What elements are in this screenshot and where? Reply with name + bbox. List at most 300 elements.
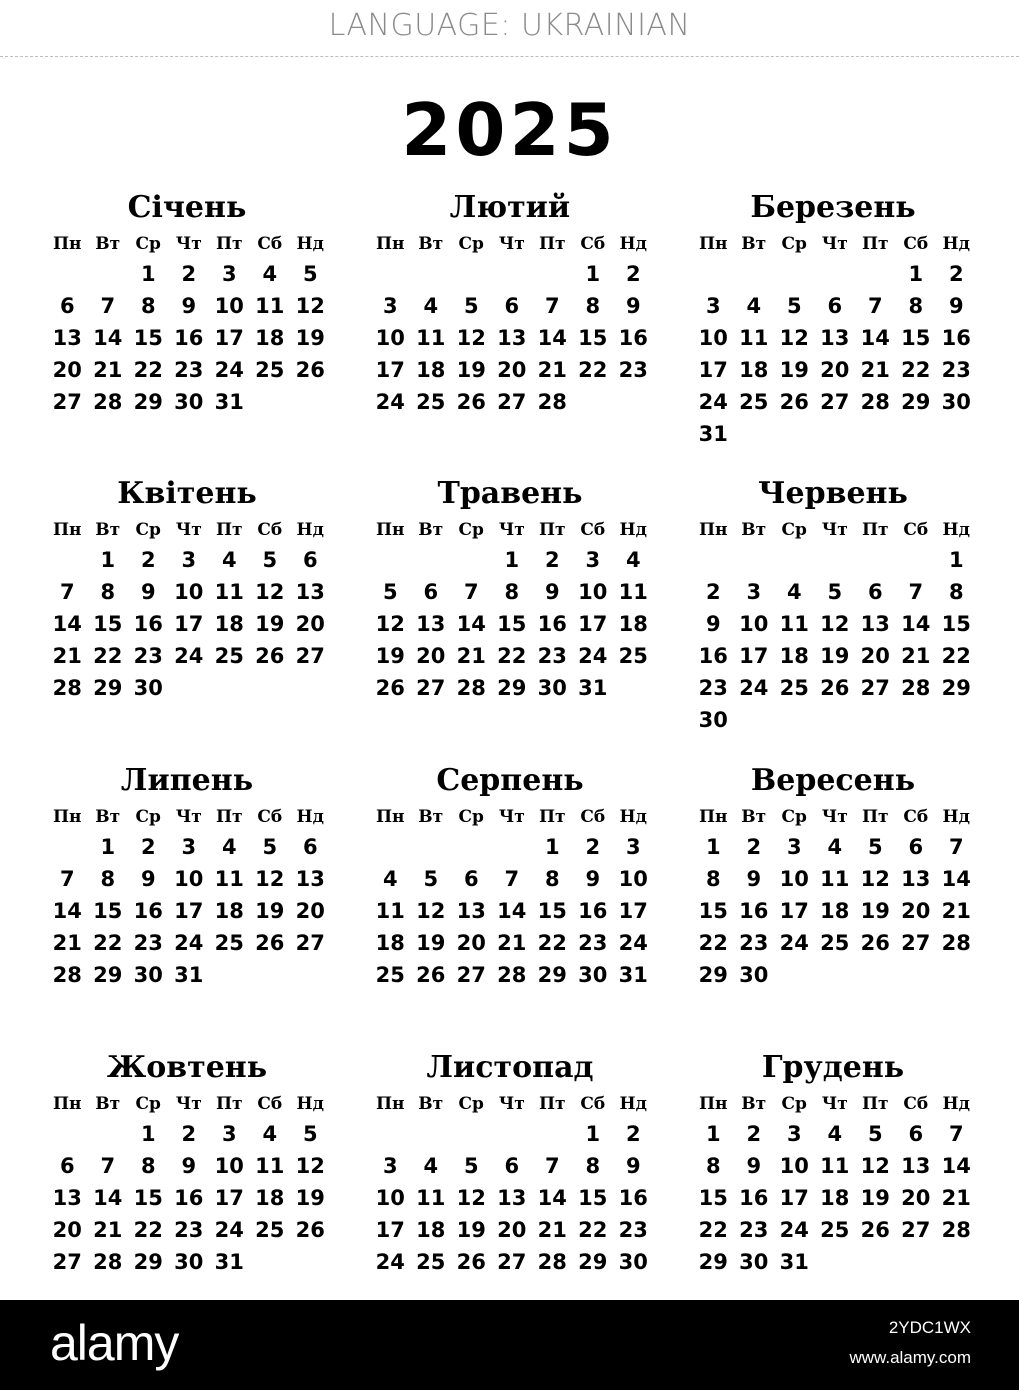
day-number: 18 <box>375 931 405 955</box>
day-number: 14 <box>456 612 486 636</box>
day-number: 9 <box>181 1154 197 1178</box>
weekday-label: Пт <box>538 1094 566 1114</box>
day-number: 13 <box>295 580 325 604</box>
day-number: 7 <box>948 835 964 859</box>
weekday-label: Ср <box>781 520 807 540</box>
weekday-label: Вт <box>741 520 767 540</box>
day-number: 26 <box>456 390 486 414</box>
day-number: 5 <box>463 1154 479 1178</box>
month-title: Червень <box>758 476 908 511</box>
month-title: Листопад <box>426 1050 594 1085</box>
day-number: 26 <box>860 1218 890 1242</box>
weekday-label: Нд <box>619 807 647 827</box>
day-number: 16 <box>537 612 567 636</box>
weekday-label: Нд <box>942 807 970 827</box>
weekday-label: Ср <box>458 234 484 254</box>
day-number: 17 <box>618 899 648 923</box>
day-number: 14 <box>93 1186 123 1210</box>
weekday-label: Пт <box>215 1094 243 1114</box>
day-number: 28 <box>93 1250 123 1274</box>
day-number: 30 <box>174 390 204 414</box>
day-number: 5 <box>302 1122 318 1146</box>
day-number: 11 <box>375 899 405 923</box>
day-number: 26 <box>456 1250 486 1274</box>
day-number: 4 <box>827 835 843 859</box>
weekday-header <box>370 230 660 258</box>
day-number: 2 <box>705 580 721 604</box>
day-number: 8 <box>100 580 116 604</box>
day-number: 30 <box>537 676 567 700</box>
day-number: 5 <box>867 835 883 859</box>
day-number: 7 <box>59 580 75 604</box>
day-number: 12 <box>255 867 285 891</box>
weekday-label: Вт <box>741 1094 767 1114</box>
day-number: 2 <box>140 835 156 859</box>
day-number: 18 <box>779 644 809 668</box>
weekday-label: Нд <box>619 234 647 254</box>
day-number: 22 <box>901 358 931 382</box>
day-number: 2 <box>746 1122 762 1146</box>
day-number: 1 <box>100 548 116 572</box>
day-number: 15 <box>698 1186 728 1210</box>
day-number: 19 <box>860 1186 890 1210</box>
month-title: Травень <box>437 476 583 511</box>
day-number: 28 <box>901 676 931 700</box>
day-number: 24 <box>174 644 204 668</box>
day-number: 4 <box>423 1154 439 1178</box>
day-number: 17 <box>779 899 809 923</box>
day-number: 4 <box>262 1122 278 1146</box>
weekday-label: Чт <box>175 1094 202 1114</box>
day-number: 23 <box>618 358 648 382</box>
day-number: 25 <box>820 931 850 955</box>
month-block <box>370 1046 660 1278</box>
day-number: 2 <box>181 1122 197 1146</box>
weekday-label: Нд <box>619 520 647 540</box>
weekday-label: Чт <box>175 234 202 254</box>
day-number: 13 <box>416 612 446 636</box>
weekday-label: Пн <box>53 1094 82 1114</box>
day-grid <box>693 831 983 991</box>
day-grid <box>47 1118 337 1278</box>
day-number: 24 <box>375 390 405 414</box>
day-number: 12 <box>779 326 809 350</box>
day-number: 3 <box>786 835 802 859</box>
day-number: 25 <box>214 644 244 668</box>
day-number: 23 <box>941 358 971 382</box>
footer-bar <box>0 1300 1019 1390</box>
day-number: 4 <box>221 835 237 859</box>
day-number: 12 <box>255 580 285 604</box>
day-number: 7 <box>100 294 116 318</box>
weekday-label: Ср <box>458 1094 484 1114</box>
day-number: 24 <box>375 1250 405 1274</box>
weekday-label: Ср <box>135 234 161 254</box>
day-number: 16 <box>174 326 204 350</box>
day-number: 12 <box>375 612 405 636</box>
day-number: 10 <box>739 612 769 636</box>
day-number: 29 <box>133 390 163 414</box>
day-number: 1 <box>908 262 924 286</box>
day-grid <box>47 258 337 418</box>
day-number: 21 <box>456 644 486 668</box>
day-number: 18 <box>416 358 446 382</box>
month-title: Січень <box>127 190 247 225</box>
day-number: 22 <box>133 1218 163 1242</box>
day-number: 1 <box>585 1122 601 1146</box>
day-number: 18 <box>618 612 648 636</box>
day-number: 21 <box>93 358 123 382</box>
day-grid <box>370 1118 660 1278</box>
day-number: 8 <box>504 580 520 604</box>
day-number: 14 <box>941 867 971 891</box>
day-number: 18 <box>214 612 244 636</box>
day-number: 5 <box>302 262 318 286</box>
day-number: 9 <box>585 867 601 891</box>
day-number: 14 <box>860 326 890 350</box>
day-number: 5 <box>827 580 843 604</box>
day-number: 18 <box>416 1218 446 1242</box>
day-number: 1 <box>948 548 964 572</box>
day-grid <box>693 258 983 450</box>
month-title: Вересень <box>750 763 916 798</box>
day-number: 29 <box>93 963 123 987</box>
day-number: 27 <box>52 390 82 414</box>
weekday-label: Пт <box>215 234 243 254</box>
weekday-label: Ср <box>781 234 807 254</box>
day-number: 19 <box>295 326 325 350</box>
weekday-header <box>47 1090 337 1118</box>
day-number: 29 <box>537 963 567 987</box>
day-number: 20 <box>901 1186 931 1210</box>
day-number: 5 <box>867 1122 883 1146</box>
day-number: 28 <box>941 931 971 955</box>
day-number: 9 <box>181 294 197 318</box>
day-number: 18 <box>255 1186 285 1210</box>
day-number: 18 <box>214 899 244 923</box>
weekday-header <box>693 230 983 258</box>
day-number: 28 <box>860 390 890 414</box>
day-number: 26 <box>255 931 285 955</box>
day-number: 23 <box>133 931 163 955</box>
day-number: 3 <box>786 1122 802 1146</box>
day-number: 8 <box>908 294 924 318</box>
day-number: 4 <box>423 294 439 318</box>
weekday-label: Сб <box>580 1094 606 1114</box>
day-number: 17 <box>779 1186 809 1210</box>
day-number: 10 <box>214 1154 244 1178</box>
weekday-label: Пн <box>699 807 728 827</box>
day-number: 3 <box>705 294 721 318</box>
day-number: 24 <box>578 644 608 668</box>
weekday-label: Чт <box>821 807 848 827</box>
day-number: 13 <box>456 899 486 923</box>
day-number: 20 <box>497 1218 527 1242</box>
day-number: 3 <box>181 835 197 859</box>
day-number: 31 <box>698 422 728 446</box>
weekday-label: Пн <box>376 520 405 540</box>
day-number: 18 <box>739 358 769 382</box>
weekday-label: Ср <box>135 520 161 540</box>
weekday-label: Пт <box>538 520 566 540</box>
day-number: 11 <box>779 612 809 636</box>
month-block <box>47 186 337 418</box>
weekday-label: Пн <box>53 234 82 254</box>
day-number: 13 <box>901 1154 931 1178</box>
day-number: 15 <box>901 326 931 350</box>
day-number: 15 <box>537 899 567 923</box>
month-title: Жовтень <box>106 1050 268 1085</box>
day-number: 23 <box>739 1218 769 1242</box>
weekday-label: Вт <box>95 1094 121 1114</box>
day-number: 6 <box>908 835 924 859</box>
day-number: 28 <box>52 676 82 700</box>
weekday-label: Ср <box>135 807 161 827</box>
day-number: 23 <box>133 644 163 668</box>
day-number: 21 <box>941 899 971 923</box>
day-number: 4 <box>827 1122 843 1146</box>
day-number: 9 <box>625 294 641 318</box>
day-number: 15 <box>93 899 123 923</box>
day-number: 9 <box>948 294 964 318</box>
weekday-label: Пн <box>699 520 728 540</box>
day-number: 21 <box>52 931 82 955</box>
day-number: 25 <box>618 644 648 668</box>
day-number: 15 <box>133 326 163 350</box>
day-number: 27 <box>497 1250 527 1274</box>
language-label: LANGUAGE: UKRAINIAN <box>328 8 691 43</box>
weekday-label: Пн <box>376 807 405 827</box>
day-number: 12 <box>456 1186 486 1210</box>
day-number: 12 <box>860 1154 890 1178</box>
weekday-label: Вт <box>95 234 121 254</box>
day-grid <box>370 831 660 991</box>
day-number: 25 <box>375 963 405 987</box>
day-number: 9 <box>140 580 156 604</box>
weekday-label: Вт <box>95 807 121 827</box>
day-number: 6 <box>302 835 318 859</box>
day-number: 19 <box>375 644 405 668</box>
day-number: 17 <box>375 358 405 382</box>
weekday-header <box>370 516 660 544</box>
day-number: 10 <box>779 1154 809 1178</box>
day-number: 19 <box>820 644 850 668</box>
day-number: 13 <box>497 1186 527 1210</box>
day-number: 21 <box>901 644 931 668</box>
day-number: 4 <box>221 548 237 572</box>
day-number: 20 <box>820 358 850 382</box>
weekday-label: Сб <box>903 520 929 540</box>
day-number: 10 <box>174 580 204 604</box>
day-number: 28 <box>497 963 527 987</box>
day-grid <box>370 258 660 418</box>
month-block <box>47 759 337 991</box>
day-number: 13 <box>497 326 527 350</box>
weekday-label: Сб <box>903 234 929 254</box>
day-number: 11 <box>214 580 244 604</box>
day-number: 29 <box>497 676 527 700</box>
day-number: 6 <box>867 580 883 604</box>
day-number: 23 <box>537 644 567 668</box>
day-number: 2 <box>948 262 964 286</box>
day-number: 28 <box>537 390 567 414</box>
day-number: 13 <box>295 867 325 891</box>
day-number: 20 <box>497 358 527 382</box>
day-number: 5 <box>382 580 398 604</box>
day-number: 8 <box>544 867 560 891</box>
weekday-label: Пн <box>699 1094 728 1114</box>
day-number: 26 <box>295 1218 325 1242</box>
day-number: 22 <box>93 644 123 668</box>
day-number: 29 <box>901 390 931 414</box>
day-number: 11 <box>255 1154 285 1178</box>
day-number: 27 <box>820 390 850 414</box>
day-number: 26 <box>255 644 285 668</box>
day-number: 30 <box>174 1250 204 1274</box>
day-number: 15 <box>941 612 971 636</box>
day-number: 22 <box>537 931 567 955</box>
weekday-header <box>693 803 983 831</box>
weekday-label: Вт <box>95 520 121 540</box>
day-number: 26 <box>820 676 850 700</box>
day-number: 22 <box>93 931 123 955</box>
day-number: 15 <box>93 612 123 636</box>
day-number: 7 <box>867 294 883 318</box>
day-number: 10 <box>214 294 244 318</box>
day-number: 5 <box>423 867 439 891</box>
day-number: 21 <box>52 644 82 668</box>
weekday-label: Пт <box>538 234 566 254</box>
day-grid <box>693 1118 983 1278</box>
day-number: 22 <box>698 1218 728 1242</box>
day-number: 25 <box>416 390 446 414</box>
day-number: 25 <box>255 1218 285 1242</box>
day-number: 19 <box>456 358 486 382</box>
weekday-label: Чт <box>498 520 525 540</box>
weekday-label: Нд <box>619 1094 647 1114</box>
day-grid <box>47 831 337 991</box>
day-number: 8 <box>140 294 156 318</box>
month-block <box>693 186 983 450</box>
weekday-label: Пт <box>861 234 889 254</box>
image-code: 2YDC1WX <box>888 1318 971 1337</box>
day-number: 1 <box>100 835 116 859</box>
day-number: 4 <box>262 262 278 286</box>
day-number: 12 <box>416 899 446 923</box>
day-number: 6 <box>827 294 843 318</box>
day-number: 3 <box>221 262 237 286</box>
day-number: 21 <box>537 1218 567 1242</box>
day-number: 7 <box>544 1154 560 1178</box>
month-title: Грудень <box>761 1050 905 1085</box>
day-number: 10 <box>578 580 608 604</box>
weekday-label: Вт <box>418 807 444 827</box>
day-number: 5 <box>262 548 278 572</box>
day-number: 27 <box>497 390 527 414</box>
day-number: 6 <box>59 294 75 318</box>
day-number: 28 <box>941 1218 971 1242</box>
day-number: 22 <box>578 1218 608 1242</box>
day-number: 16 <box>578 899 608 923</box>
brand-logo: alamy <box>50 1315 179 1371</box>
day-number: 2 <box>181 262 197 286</box>
weekday-label: Чт <box>175 520 202 540</box>
day-grid <box>47 544 337 704</box>
day-number: 26 <box>779 390 809 414</box>
day-number: 19 <box>295 1186 325 1210</box>
weekday-label: Пн <box>53 520 82 540</box>
weekday-label: Чт <box>498 234 525 254</box>
day-number: 29 <box>93 676 123 700</box>
weekday-label: Нд <box>296 520 324 540</box>
day-number: 20 <box>456 931 486 955</box>
day-number: 18 <box>820 899 850 923</box>
day-number: 13 <box>52 326 82 350</box>
day-number: 12 <box>456 326 486 350</box>
day-number: 11 <box>416 1186 446 1210</box>
day-number: 10 <box>618 867 648 891</box>
day-number: 3 <box>625 835 641 859</box>
year-title: 2025 <box>401 88 618 172</box>
day-number: 26 <box>375 676 405 700</box>
day-number: 31 <box>618 963 648 987</box>
day-number: 16 <box>618 1186 648 1210</box>
weekday-label: Ср <box>458 520 484 540</box>
day-number: 15 <box>578 326 608 350</box>
day-number: 26 <box>416 963 446 987</box>
day-number: 16 <box>698 644 728 668</box>
weekday-label: Пт <box>215 807 243 827</box>
weekday-label: Вт <box>418 1094 444 1114</box>
day-number: 6 <box>504 1154 520 1178</box>
day-number: 30 <box>941 390 971 414</box>
day-number: 4 <box>786 580 802 604</box>
day-number: 7 <box>100 1154 116 1178</box>
day-number: 9 <box>140 867 156 891</box>
day-number: 14 <box>52 899 82 923</box>
weekday-label: Нд <box>296 1094 324 1114</box>
day-number: 8 <box>705 867 721 891</box>
day-number: 24 <box>618 931 648 955</box>
day-number: 30 <box>133 963 163 987</box>
day-number: 29 <box>133 1250 163 1274</box>
weekday-label: Нд <box>296 807 324 827</box>
day-number: 17 <box>739 644 769 668</box>
day-number: 10 <box>174 867 204 891</box>
day-number: 8 <box>140 1154 156 1178</box>
month-block <box>370 472 660 704</box>
month-title: Серпень <box>436 763 584 798</box>
day-number: 29 <box>578 1250 608 1274</box>
day-number: 15 <box>698 899 728 923</box>
day-number: 2 <box>746 835 762 859</box>
weekday-header <box>47 230 337 258</box>
day-number: 8 <box>705 1154 721 1178</box>
day-number: 21 <box>537 358 567 382</box>
weekday-label: Пн <box>699 234 728 254</box>
day-number: 27 <box>295 644 325 668</box>
day-number: 25 <box>739 390 769 414</box>
day-number: 21 <box>93 1218 123 1242</box>
day-number: 20 <box>416 644 446 668</box>
weekday-label: Чт <box>821 1094 848 1114</box>
day-number: 29 <box>698 963 728 987</box>
day-number: 20 <box>901 899 931 923</box>
weekday-label: Чт <box>498 1094 525 1114</box>
day-number: 22 <box>133 358 163 382</box>
day-number: 5 <box>786 294 802 318</box>
day-number: 19 <box>255 612 285 636</box>
